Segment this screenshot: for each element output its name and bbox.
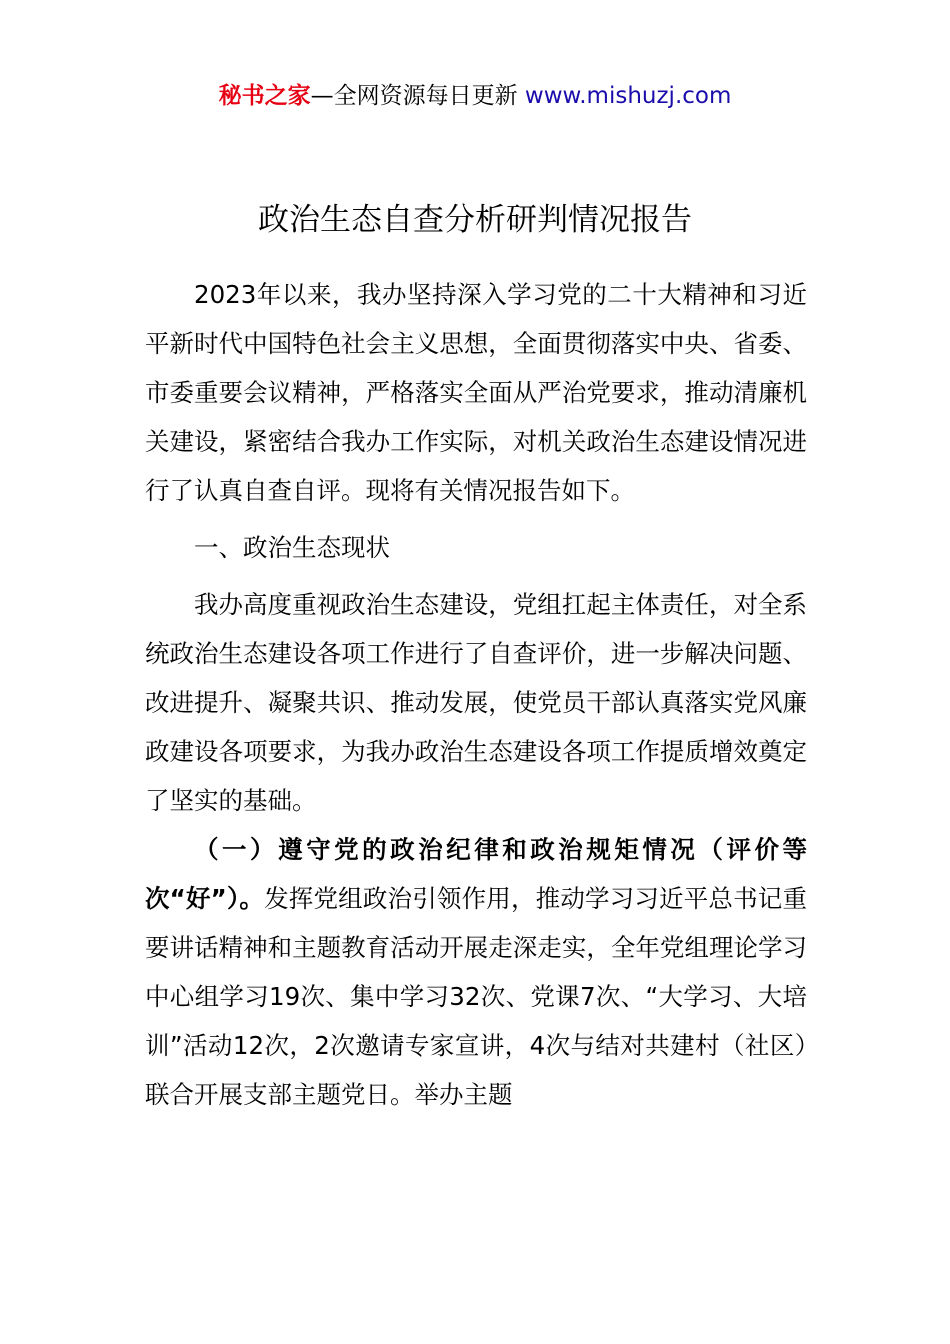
section-heading: 一、政治生态现状 [194,533,390,562]
document-title: 政治生态自查分析研判情况报告 [258,202,692,238]
header-slogan: —全网资源每日更新 [310,83,525,109]
subsection-heading: （一）遵守党的政治纪律和政治规矩情况（评价等次“好”）。 [145,835,807,913]
brand-name: 秘书之家 [218,83,311,109]
site-url-link[interactable]: www.mishuzj.com [524,83,732,109]
site-header [0,80,950,112]
subsection-text: 发挥党组政治引领作用，推动学习习近平总书记重要讲话精神和主题教育活动开展走深走实，全年党组理论学习中心组学习19次、集中学习32次、党课7次、“大学习、大培训”活动12次，2次邀请专家宣讲，4次与结对共建村（社区）联合开展支部主题党日。举办主题 [145,884,807,1109]
subsection-paragraph [145,825,807,1119]
section-paragraph: 我办高度重视政治生态建设，党组扛起主体责任，对全系统政治生态建设各项工作进行了自查评价，进一步解决问题、改进提升、凝聚共识、推动发展，使党员干部认真落实党风廉政建设各项要求，为我办政治生态建设各项工作提质增效奠定了坚实的基础。 [145,590,807,815]
document-body [145,270,807,1119]
intro-paragraph: 2023年以来，我办坚持深入学习党的二十大精神和习近平新时代中国特色社会主义思想，全面贯彻落实中央、省委、市委重要会议精神，严格落实全面从严治党要求，推动清廉机关建设，紧密结合我办工作实际，对机关政治生态建设情况进行了认真自查自评。现将有关情况报告如下。 [145,280,807,505]
